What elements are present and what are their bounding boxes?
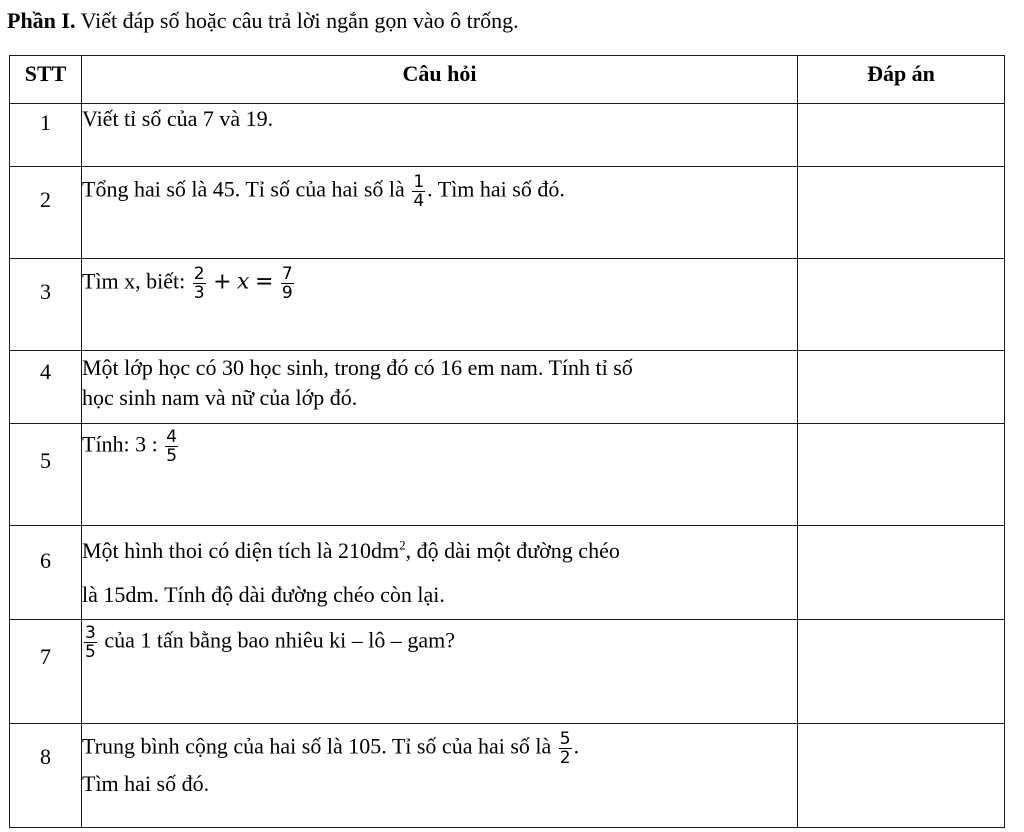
fraction-numerator: 2	[193, 264, 205, 284]
fraction	[165, 428, 178, 465]
section-part-label: Phần I.	[7, 8, 76, 33]
question-text-after: .	[573, 733, 580, 759]
question-text: Trung bình cộng của hai số là 105. Tỉ số của hai số là	[82, 733, 552, 759]
table-row-4	[10, 351, 1005, 424]
question-text: Viết tỉ số của 7 và 19.	[82, 106, 274, 131]
table-row-3	[10, 259, 1005, 351]
question-cell	[82, 724, 798, 828]
row-number: 1	[10, 104, 82, 167]
question-text-line-2: học sinh nam và nữ của lớp đó.	[82, 385, 358, 410]
question-text-line-2: Tìm hai số đó.	[82, 771, 210, 796]
answer-cell[interactable]	[798, 104, 1005, 167]
section-instruction: Viết đáp số hoặc câu trả lời ngắn gọn vào ô trống.	[80, 8, 519, 33]
question-text-after: . Tìm hai số đó.	[427, 176, 565, 202]
question-text: Tổng hai số là 45. Tỉ số của hai số là	[82, 176, 405, 202]
answer-cell[interactable]	[798, 424, 1005, 526]
table-header-row	[10, 56, 1005, 104]
question-cell	[82, 620, 798, 724]
question-cell	[82, 104, 798, 167]
question-cell	[82, 259, 798, 351]
table-row-6	[10, 526, 1005, 620]
row-number: 4	[10, 351, 82, 424]
fraction-numerator: 7	[281, 264, 293, 284]
fraction-numerator: 4	[166, 427, 178, 447]
fraction	[84, 624, 97, 661]
question-cell	[82, 167, 798, 259]
equals-sign: =	[254, 269, 274, 295]
fraction-denominator: 5	[85, 642, 96, 662]
answer-cell[interactable]	[798, 620, 1005, 724]
answer-cell[interactable]	[798, 526, 1005, 620]
superscript-exponent: 2	[399, 537, 406, 553]
fraction-denominator: 3	[193, 283, 205, 303]
question-text: của 1 tấn bằng bao nhiêu ki – lô – gam?	[104, 627, 456, 653]
header-answer: Đáp án	[798, 56, 1005, 104]
answer-cell[interactable]	[798, 167, 1005, 259]
fraction-denominator: 9	[281, 283, 293, 303]
fraction	[559, 730, 572, 767]
fraction-denominator: 5	[166, 446, 178, 466]
table-row-2	[10, 167, 1005, 259]
row-number: 2	[10, 167, 82, 259]
header-question: Câu hỏi	[82, 56, 798, 104]
question-cell	[82, 351, 798, 424]
variable-x: x	[237, 269, 250, 295]
row-number: 8	[10, 724, 82, 828]
row-number: 6	[10, 526, 82, 620]
question-text-part: Một hình thoi có diện tích là 210dm	[82, 538, 400, 563]
question-text: Tính: 3 :	[82, 431, 158, 457]
question-text-line-2: là 15dm. Tính độ dài đường chéo còn lại.	[82, 582, 445, 607]
plus-sign: +	[213, 269, 232, 295]
row-number: 7	[10, 620, 82, 724]
table-row-1	[10, 104, 1005, 167]
table-row-5	[10, 424, 1005, 526]
question-text-line-1: Một lớp học có 30 học sinh, trong đó có 16 em nam. Tính tỉ số	[82, 355, 633, 380]
fraction-numerator: 3	[85, 623, 96, 643]
table-row-7	[10, 620, 1005, 724]
question-cell	[82, 424, 798, 526]
row-number: 3	[10, 259, 82, 351]
answer-cell[interactable]	[798, 351, 1005, 424]
question-cell	[82, 526, 798, 620]
fraction	[281, 265, 294, 302]
answer-cell[interactable]	[798, 724, 1005, 828]
section-heading	[7, 4, 519, 38]
fraction-numerator: 5	[559, 729, 571, 749]
answer-cell[interactable]	[798, 259, 1005, 351]
question-table	[9, 55, 1005, 828]
fraction-denominator: 2	[559, 748, 571, 768]
question-text-part: , độ dài một đường chéo	[405, 538, 620, 563]
row-number: 5	[10, 424, 82, 526]
question-text-line-1	[82, 529, 797, 573]
fraction	[412, 173, 425, 210]
question-text-line-1	[82, 730, 797, 767]
fraction-denominator: 4	[413, 191, 425, 211]
fraction-numerator: 1	[413, 172, 425, 192]
question-text: Tìm x, biết:	[82, 268, 186, 294]
fraction	[193, 265, 206, 302]
header-stt: STT	[10, 56, 82, 104]
table-row-8	[10, 724, 1005, 828]
